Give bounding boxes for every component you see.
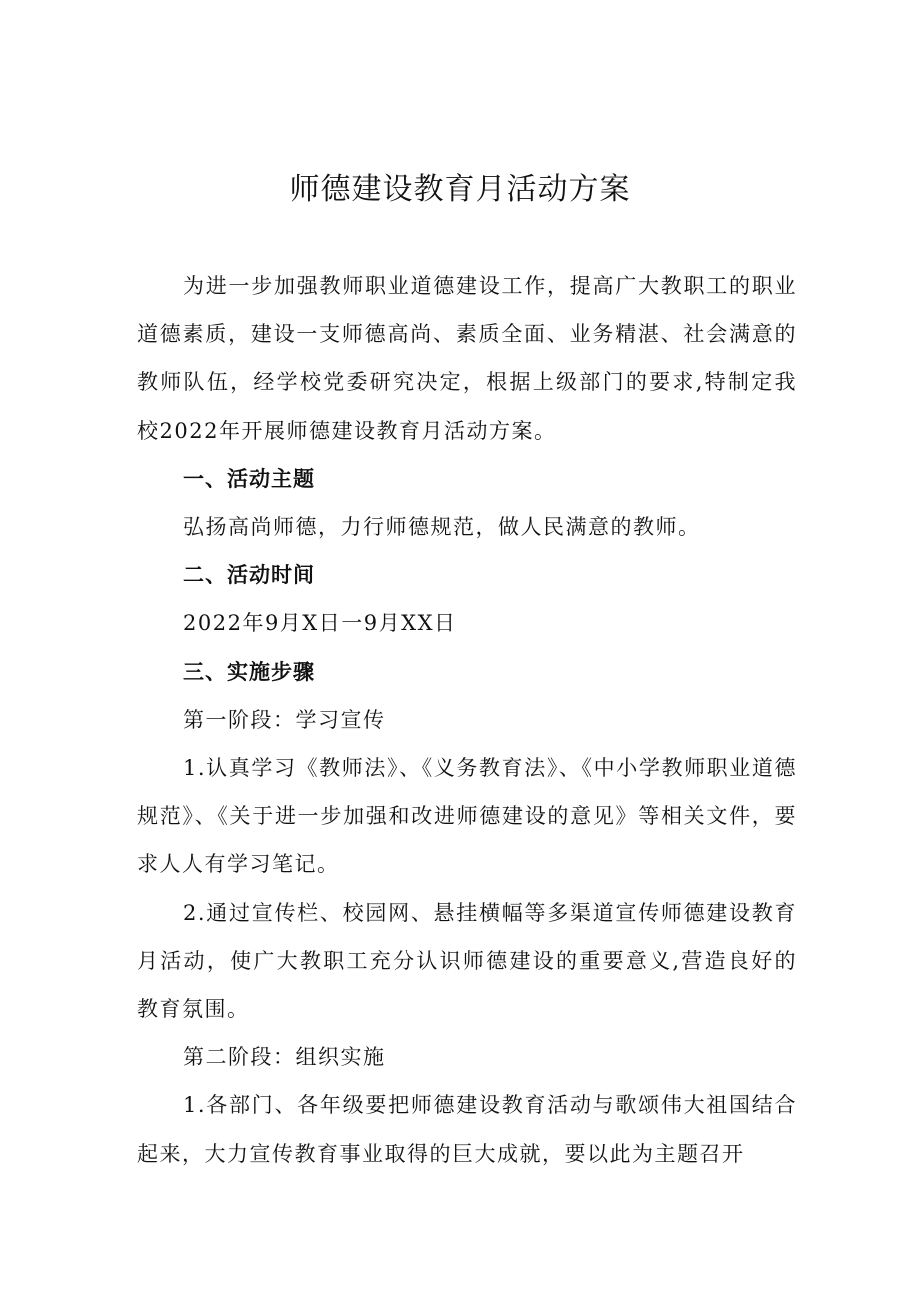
intro-paragraph: 为进一步加强教师职业道德建设工作，提高广大教职工的职业道德素质，建设一支师德高尚、素质全面、业务精湛、社会满意的教师队伍，经学校党委研究决定，根据上级部门的要求,特制定我校2022年开展师德建设教育月活动方案。 xyxy=(137,274,797,443)
section-heading-theme: 一、活动主题 xyxy=(183,466,315,491)
stage-two-label: 第二阶段：组织实施 xyxy=(183,1045,386,1070)
stage-one-label: 第一阶段：学习宣传 xyxy=(183,707,386,732)
stage-one-item-1: 1.认真学习《教师法》、《义务教育法》、《中小学教师职业道德规范》、《关于进一步加强和改进师德建设的意见》等相关文件，要求人人有学习笔记。 xyxy=(137,756,797,877)
theme-paragraph: 弘扬高尚师德，力行师德规范，做人民满意的教师。 xyxy=(183,515,701,540)
stage-one-item-2: 2.通过宣传栏、校园网、悬挂横幅等多渠道宣传师德建设教育月活动，使广大教职工充分认识师德建设的重要意义,营造良好的教育氛围。 xyxy=(137,900,797,1022)
stage-two-item-1: 1.各部门、各年级要把师德建设教育活动与歌颂伟大祖国结合起来，大力宣传教育事业取得的巨大成就，要以此为主题召开 xyxy=(137,1093,797,1166)
time-paragraph: 2022年9月X日一9月XX日 xyxy=(183,611,457,636)
section-heading-time: 二、活动时间 xyxy=(183,563,315,588)
section-heading-steps: 三、实施步骤 xyxy=(183,659,315,684)
document-title: 师德建设教育月活动方案 xyxy=(289,172,631,207)
document-body xyxy=(137,262,797,1178)
